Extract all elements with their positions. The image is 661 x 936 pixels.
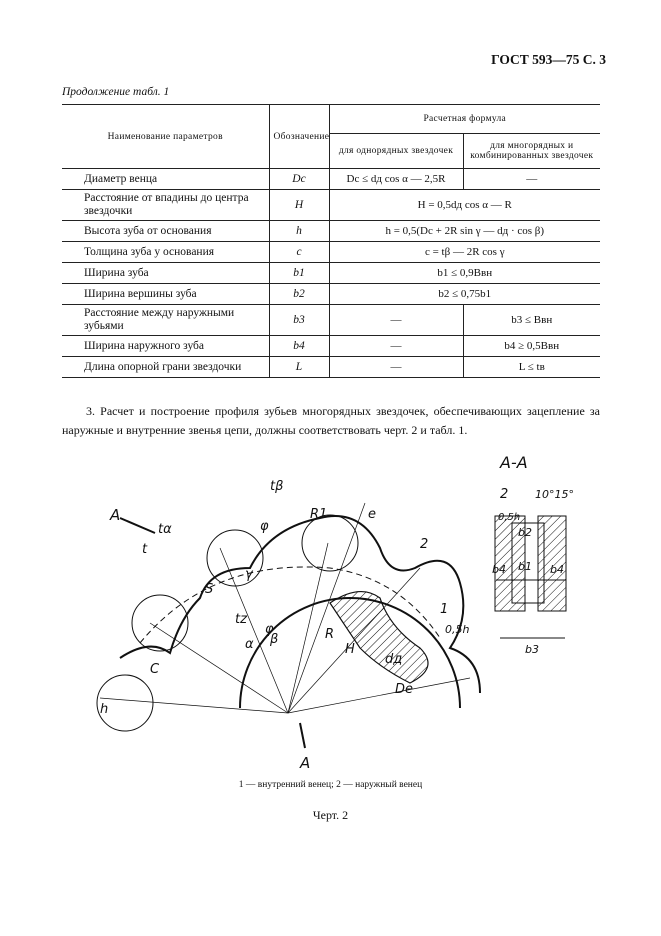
row-name: Ширина вершины зуба bbox=[62, 284, 269, 305]
row-single: — bbox=[329, 336, 463, 357]
label-r: R bbox=[325, 627, 335, 642]
header-symbol-text: Обозначение bbox=[273, 131, 330, 142]
row-name: Ширина наружного зуба bbox=[62, 336, 269, 357]
row-multi: b3 ≤ Bвн bbox=[463, 305, 600, 336]
parameters-table bbox=[62, 104, 600, 378]
row-symbol: b2 bbox=[269, 284, 329, 305]
table-continuation-label: Продолжение табл. 1 bbox=[62, 86, 170, 98]
row-formula: H = 0,5dд cos α — R bbox=[329, 190, 600, 221]
label-num2: 2 bbox=[420, 537, 429, 552]
row-symbol: c bbox=[269, 242, 329, 263]
label-section-num2: 2 bbox=[500, 487, 509, 502]
figure-caption: 1 — внутренний венец; 2 — наружный венец bbox=[238, 780, 423, 790]
row-symbol: h bbox=[269, 221, 329, 242]
label-t-alpha: tα bbox=[158, 522, 172, 537]
label-angles: 10°15° bbox=[535, 488, 574, 501]
table-row bbox=[62, 190, 600, 221]
row-symbol: b3 bbox=[269, 305, 329, 336]
row-name: Ширина зуба bbox=[62, 263, 269, 284]
row-name: Расстояние между наружными зубьями bbox=[62, 305, 269, 336]
label-half-h2: 0,5h bbox=[498, 512, 521, 523]
label-de: De bbox=[395, 682, 414, 697]
row-single: — bbox=[329, 305, 463, 336]
row-formula: h = 0,5(Dc + 2R sin γ — dд · cos β) bbox=[329, 221, 600, 242]
table-row bbox=[62, 336, 600, 357]
label-c: C bbox=[150, 662, 160, 677]
header-single: для однорядных звездочек bbox=[329, 134, 463, 169]
label-a-bottom: А bbox=[300, 754, 311, 772]
label-gamma: γ bbox=[245, 567, 253, 582]
table-row bbox=[62, 169, 600, 190]
label-beta: β bbox=[270, 632, 279, 647]
row-name: Диаметр венца bbox=[62, 169, 269, 190]
table-row bbox=[62, 221, 600, 242]
row-symbol: b4 bbox=[269, 336, 329, 357]
row-name: Толщина зуба у основания bbox=[62, 242, 269, 263]
label-num1: 1 bbox=[440, 602, 449, 617]
header-formula: Расчетная формула bbox=[329, 105, 600, 134]
header-name: Наименование параметров bbox=[62, 105, 269, 169]
row-multi: b4 ≥ 0,5Bвн bbox=[463, 336, 600, 357]
row-multi: — bbox=[463, 169, 600, 190]
label-h: h bbox=[100, 702, 109, 717]
table-row bbox=[62, 242, 600, 263]
label-tz: tz bbox=[235, 612, 247, 627]
row-symbol: b1 bbox=[269, 263, 329, 284]
label-a-top: А bbox=[110, 506, 121, 524]
table-row bbox=[62, 305, 600, 336]
label-section: А-А bbox=[500, 453, 528, 472]
sprocket-drawing bbox=[60, 448, 620, 778]
hatched-tooth bbox=[330, 592, 428, 683]
figure-number: Черт. 2 bbox=[312, 808, 349, 822]
label-b1: b1 bbox=[518, 560, 532, 573]
label-b4-left: b4 bbox=[492, 563, 506, 576]
row-formula: b1 ≤ 0,9Bвн bbox=[329, 263, 600, 284]
table-row bbox=[62, 263, 600, 284]
row-multi: L ≤ tв bbox=[463, 357, 600, 378]
label-alpha: α bbox=[245, 637, 254, 652]
row-symbol: L bbox=[269, 357, 329, 378]
row-name: Высота зуба от основания bbox=[62, 221, 269, 242]
row-name: Расстояние от впадины до центра звездочки bbox=[62, 190, 269, 221]
label-t-beta: tβ bbox=[270, 479, 284, 494]
header-multi: для многорядных и комбинированных звездочек bbox=[463, 134, 600, 169]
table-row bbox=[62, 357, 600, 378]
label-r1: R1 bbox=[310, 507, 328, 522]
label-half-h: 0,5h bbox=[445, 623, 470, 636]
label-phi2: φ bbox=[265, 622, 274, 637]
roller-top bbox=[302, 515, 358, 571]
label-phi: φ bbox=[260, 519, 269, 534]
label-t: t bbox=[142, 542, 148, 557]
row-formula: b2 ≤ 0,75b1 bbox=[329, 284, 600, 305]
body-paragraph: 3. Расчет и построение профиля зубьев многорядных звездочек, обеспечивающих зацепление за наружные и внутренние звенья цепи, должны соответствовать черт. 2 и табл. 1. bbox=[62, 404, 600, 437]
label-b4-right: b4 bbox=[550, 563, 564, 576]
label-big-h: H bbox=[345, 642, 355, 657]
label-e: e bbox=[368, 507, 376, 522]
label-dd: dд bbox=[385, 652, 403, 667]
row-symbol: Dc bbox=[269, 169, 329, 190]
header-symbol bbox=[269, 105, 329, 169]
label-b3: b3 bbox=[525, 643, 539, 656]
label-b2: b2 bbox=[518, 526, 532, 539]
row-name: Длина опорной грани звездочки bbox=[62, 357, 269, 378]
label-s: S bbox=[205, 582, 214, 597]
page-header: ГОСТ 593—75 С. 3 bbox=[491, 52, 606, 67]
table-row bbox=[62, 284, 600, 305]
row-symbol: H bbox=[269, 190, 329, 221]
row-single: — bbox=[329, 357, 463, 378]
row-single: Dc ≤ dд cos α — 2,5R bbox=[329, 169, 463, 190]
row-formula: c = tβ — 2R cos γ bbox=[329, 242, 600, 263]
